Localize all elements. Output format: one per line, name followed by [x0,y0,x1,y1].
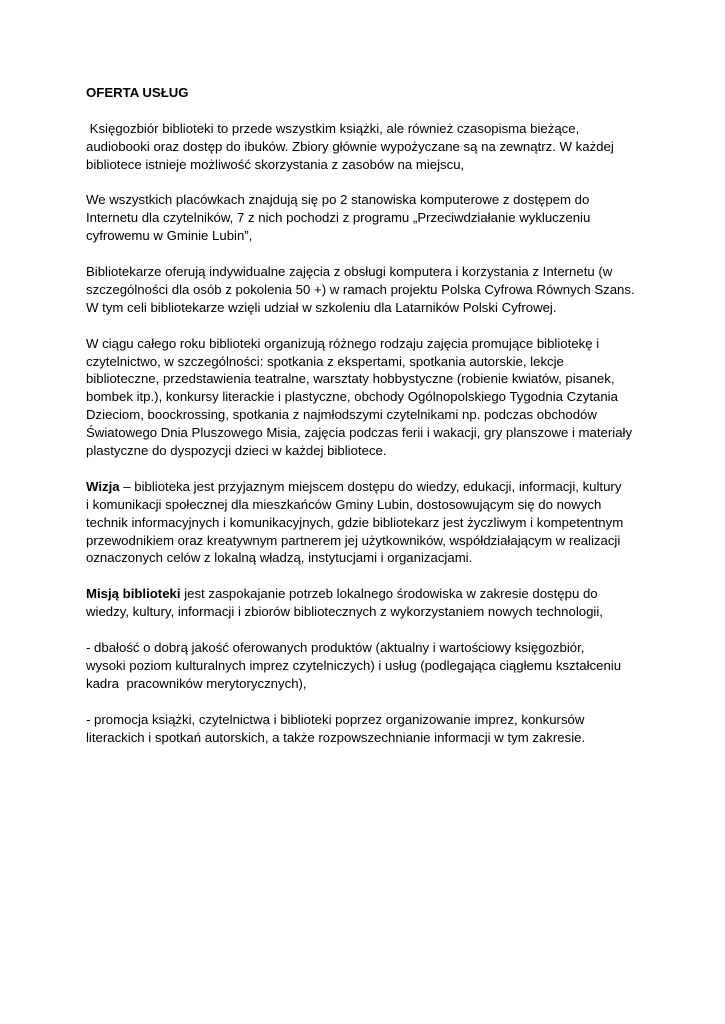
text-line: czytelnictwo, w szczególności: spotkania z ekspertami, spotkania autorskie, lekcje [86,353,564,369]
text-line: Księgozbiór biblioteki to przede wszystkim książki, ale również czasopisma bieżące, [86,120,580,136]
text-line: Bibliotekarze oferują indywidualne zajęcia z obsługi komputera i korzystania z Internetu (w [86,264,613,280]
text-line: plastyczne do dyspozycji dzieci w każdej bibliotece. [86,443,387,459]
document-page [86,84,646,764]
paragraph-activities [86,335,646,460]
text-line: W ciągu całego roku biblioteki organizują różnego rodzaju zajęcia promujące bibliotekę i [86,335,600,351]
text-line: wiedzy, kultury, informacji i zbiorów bibliotecznych z wykorzystaniem nowych technologii, [86,604,603,620]
text-line: i komunikacji społecznej dla mieszkańców Gminy Lubin, dostosowującym się do nowych [86,496,602,512]
mission-text: jest zaspokajanie potrzeb lokalnego środowiska w zakresie dostępu do [180,586,598,602]
paragraph-promotion [86,711,646,747]
text-line: kadra pracowników merytorycznych), [86,675,307,691]
text-line: We wszystkich placówkach znajdują się po 2 stanowiska komputerowe z dostępem do [86,192,590,208]
text-line: technik informacyjnych i komunikacyjnych, gdzie bibliotekarz jest życzliwym i kompetentnym [86,514,624,530]
text-line: przewodnikiem oraz kreatywnym partnerem jej użytkowników, współdziałającym w realizacji [86,532,621,548]
text-line: Internetu dla czytelników, 7 z nich pochodzi z programu „Przeciwdziałanie wykluczeniu [86,210,591,226]
text-line: literackich i spotkań autorskich, a także rozpowszechnianie informacji w tym zakresie. [86,729,586,745]
document-title: OFERTA USŁUG [86,85,189,100]
text-line: cyfrowemu w Gminie Lubin”, [86,228,253,244]
text-line [86,585,646,603]
text-line: audiobooki oraz dostęp do ibuków. Zbiory głównie wypożyczane są na zewnątrz. W każdej [86,138,614,154]
text-line: W tym celi bibliotekarze wzięli udział w szkoleniu dla Latarników Polski Cyfrowej. [86,299,557,315]
vision-label: Wizja [86,478,120,494]
paragraph-vision [86,478,646,568]
paragraph-computer-classes [86,263,646,317]
text-line: - promocja książki, czytelnictwa i biblioteki poprzez organizowanie imprez, konkursów [86,711,585,727]
text-line [86,478,646,496]
paragraph-mission [86,585,646,621]
text-line: bombek itp.), konkursy literackie i plastyczne, obchody Ogólnopolskiego Tygodnia Czytania [86,389,618,405]
paragraph-computer-stations [86,191,646,245]
text-line: Światowego Dnia Pluszowego Misia, zajęcia podczas ferii i wakacji, gry planszowe i materiały [86,425,633,441]
text-line: szczególności dla osób z pokolenia 50 +) w ramach projektu Polska Cyfrowa Równych Szans. [86,281,635,297]
mission-label: Misją biblioteki [86,586,181,602]
text-line: - dbałość o dobrą jakość oferowanych produktów (aktualny i wartościowy księgozbiór, [86,639,585,655]
text-line: biblioteczne, przedstawienia teatralne, warsztaty hobbystyczne (robienie kwiatów, pisanek, [86,371,615,387]
paragraph-book-collection [86,120,646,174]
vision-text: – biblioteka jest przyjaznym miejscem dostępu do wiedzy, edukacji, informacji, kultury [119,478,622,494]
text-line: Dzieciom, boockrossing, spotkania z najmłodszymi czytelnikami np. podczas obchodów [86,407,597,423]
text-line: bibliotece istnieje możliwość skorzystania z zasobów na miejscu, [86,156,465,172]
text-line: oznaczonych celów z lokalną władzą, instytucjami i organizacjami. [86,550,473,566]
paragraph-quality [86,639,646,693]
text-line: wysoki poziom kulturalnych imprez czytelniczych) i usług (podlegająca ciągłemu kształceniu [86,657,622,673]
